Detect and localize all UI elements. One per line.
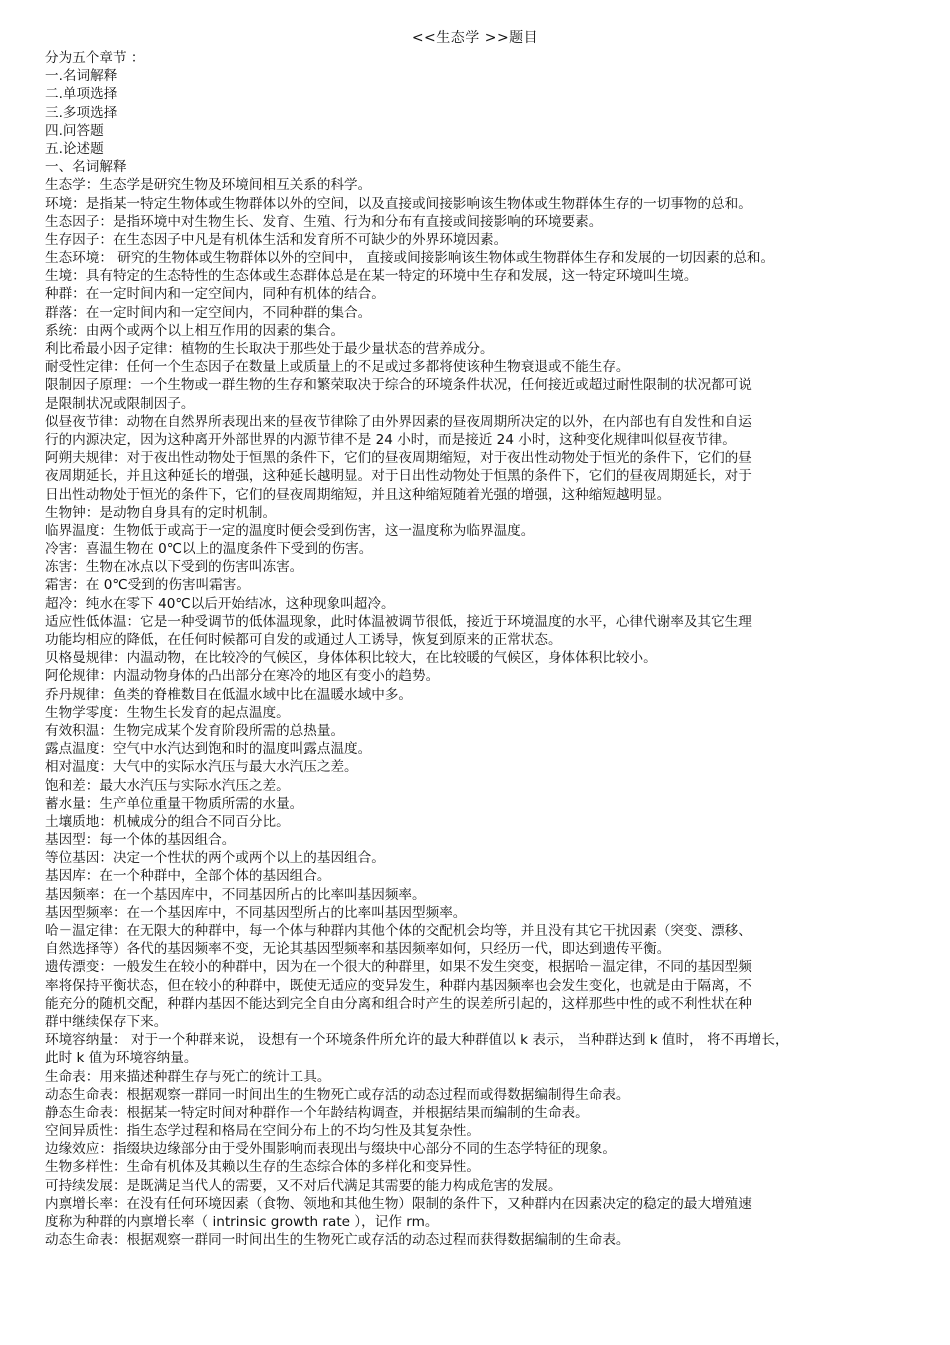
text-line: 夜周期延长，并且这种延长的增强，这种延长越明显。对于日出性动物处于恒黑的条件下，它们的昼夜周期延长，对于 bbox=[45, 468, 752, 485]
text-line: 度称为种群的内禀增长率（ intrinsic growth rate ），记作 rm。 bbox=[45, 1214, 439, 1230]
text-line: 静态生命表：根据某一特定时间对种群作一个年龄结构调查，并根据结果而编制的生命表。 bbox=[45, 1104, 589, 1121]
text-line: 内禀增长率：在没有任何环境因素（食物、领地和其他生物）限制的条件下，又种群内在因素决定的稳定的最大增殖速 bbox=[45, 1195, 752, 1212]
text-line: 基因库：在一个种群中，全部个体的基因组合。 bbox=[45, 868, 331, 885]
text-line: 生境：具有特定的生态特性的生态体或生态群体总是在某一特定的环境中生存和发展，这一特定环境叫生境。 bbox=[45, 268, 698, 285]
text-line: 霜害：在 0℃受到的伤害叫霜害。 bbox=[45, 577, 250, 594]
text-line: 阿伦规律：内温动物身体的凸出部分在寒冷的地区有变小的趋势。 bbox=[45, 668, 440, 685]
text-line: 生命表：用来描述种群生存与死亡的统计工具。 bbox=[45, 1068, 331, 1085]
text-line: 系统：由两个或两个以上相互作用的因素的集合。 bbox=[45, 322, 345, 339]
text-line: 日出性动物处于恒光的条件下，它们的昼夜周期缩短，并且这种缩短随着光强的增强，这种缩短越明显。 bbox=[45, 486, 671, 503]
text-line: 等位基因：决定一个性状的两个或两个以上的基因组合。 bbox=[45, 850, 385, 867]
text-line: 利比希最小因子定律：植物的生长取决于那些处于最少量状态的营养成分。 bbox=[45, 341, 494, 357]
text-line: 基因型：每一个体的基因组合。 bbox=[45, 832, 236, 849]
text-line: 五.论述题 bbox=[45, 140, 104, 157]
text-line: 生态环境： 研究的生物体或生物群体以外的空间中， 直接或间接影响该生物体或生物群体生存和发展的一切因素的总和。 bbox=[45, 250, 775, 267]
text-line: 贝格曼规律：内温动物，在比较冷的气候区，身体体积比较大，在比较暖的气候区，身体体积比较小。 bbox=[45, 650, 657, 667]
text-line: 种群：在一定时间内和一定空间内，同种有机体的结合。 bbox=[45, 286, 385, 303]
text-line: 二.单项选择 bbox=[45, 86, 118, 103]
text-line: 哈－温定律：在无限大的种群中，每一个体与种群内其他个体的交配机会均等，并且没有其它干扰因素（突变、漂移、 bbox=[45, 923, 752, 939]
text-line: 行的内源决定，因为这种离开外部世界的内源节律不是 24 小时，而是接近 24 小时，这种变化规律叫似昼夜节律。 bbox=[45, 431, 736, 448]
text-line: 可持续发展：是既满足当代人的需要，又不对后代满足其需要的能力构成危害的发展。 bbox=[45, 1177, 562, 1194]
text-line: 空间异质性：指生态学过程和格局在空间分布上的不均匀性及其复杂性。 bbox=[45, 1123, 480, 1140]
text-line: 基因频率：在一个基因库中，不同基因所占的比率叫基因频率。 bbox=[45, 886, 426, 903]
text-line: 限制因子原理：一个生物或一群生物的生存和繁荣取决于综合的环境条件状况，任何接近或超过耐性限制的状况都可说 bbox=[45, 377, 752, 394]
text-line: 四.问答题 bbox=[45, 122, 104, 139]
text-line: 环境容纳量： 对于一个种群来说， 设想有一个环境条件所允许的最大种群值以 k 表示， 当种群达到 k 值时， 将不再增长， bbox=[45, 1032, 789, 1049]
text-line: 土壤质地：机械成分的组合不同百分比。 bbox=[45, 813, 290, 830]
text-line: 率将保持平衡状态，但在较小的种群中，既使无适应的变异发生，种群内基因频率也会发生变化，也就是由于隔离，不 bbox=[45, 977, 752, 994]
text-line: 边缘效应：指缀块边缘部分由于受外围影响而表现出与缀块中心部分不同的生态学特征的现象。 bbox=[45, 1141, 616, 1158]
document-body bbox=[45, 49, 905, 1249]
text-line: 有效积温：生物完成某个发育阶段所需的总热量。 bbox=[45, 722, 345, 739]
text-line: 冷害：喜温生物在 0℃以上的温度条件下受到的伤害。 bbox=[45, 541, 373, 558]
text-line: 露点温度：空气中水汽达到饱和时的温度叫露点温度。 bbox=[45, 741, 372, 758]
text-line: 耐受性定律：任何一个生态因子在数量上或质量上的不足或过多都将使该种生物衰退或不能生存。 bbox=[45, 359, 630, 376]
text-line: 阿朔夫规律：对于夜出性动物处于恒黑的条件下，它们的昼夜周期缩短，对于夜出性动物处于恒光的条件下，它们的昼 bbox=[45, 450, 752, 467]
text-line: 能充分的随机交配，种群内基因不能达到完全自由分离和组合时产生的误差所引起的，这样那些中性的或不利性状在种 bbox=[45, 995, 752, 1012]
text-line: 生态因子：是指环境中对生物生长、发育、生殖、行为和分布有直接或间接影响的环境要素。 bbox=[45, 213, 603, 230]
text-line: 生存因子：在生态因子中凡是有机体生活和发育所不可缺少的外界环境因素。 bbox=[45, 231, 508, 248]
text-line: 遗传漂变：一般发生在较小的种群中，因为在一个很大的种群里，如果不发生突变，根据哈－温定律，不同的基因型频 bbox=[45, 959, 752, 976]
text-line: 环境：是指某一特定生物体或生物群体以外的空间，以及直接或间接影响该生物体或生物群体生存的一切事物的总和。 bbox=[45, 195, 752, 212]
text-line: 三.多项选择 bbox=[45, 104, 118, 121]
text-line: 相对温度：大气中的实际水汽压与最大水汽压之差。 bbox=[45, 759, 358, 776]
text-line: 是限制状况或限制因子。 bbox=[45, 395, 195, 412]
text-line: 似昼夜节律：动物在自然界所表现出来的昼夜节律除了由外界因素的昼夜周期所决定的以外，在内部也有自发性和自运 bbox=[45, 413, 752, 430]
text-line: 乔丹规律：鱼类的脊椎数目在低温水域中比在温暖水域中多。 bbox=[45, 686, 413, 703]
text-line: 超冷：纯水在零下 40℃以后开始结冰，这种现象叫超冷。 bbox=[45, 595, 395, 612]
text-line: 动态生命表：根据观察一群同一时间出生的生物死亡或存活的动态过程而获得数据编制的生命表。 bbox=[45, 1232, 630, 1249]
text-line: 一、名词解释 bbox=[45, 159, 127, 176]
text-line: 分为五个章节 ： bbox=[45, 50, 145, 66]
text-line: 饱和差：最大水汽压与实际水汽压之差。 bbox=[45, 777, 290, 794]
text-line: 临界温度：生物低于或高于一定的温度时便会受到伤害，这一温度称为临界温度。 bbox=[45, 522, 535, 539]
text-line: 此时 k 值为环境容纳量。 bbox=[45, 1050, 198, 1067]
document-title: <<生态学 >>题目 bbox=[411, 30, 539, 46]
text-line: 生物学零度：生物生长发育的起点温度。 bbox=[45, 704, 290, 721]
text-line: 自然选择等）各代的基因频率不变，无论其基因型频率和基因频率如何，只经历一代，即达到遗传平衡。 bbox=[45, 941, 671, 958]
text-line: 生态学：生态学是研究生物及环境间相互关系的科学。 bbox=[45, 177, 372, 194]
text-line: 一.名词解释 bbox=[45, 68, 118, 85]
text-line: 适应性低体温：它是一种受调节的低体温现象，此时体温被调节很低，接近于环境温度的水平，心律代谢率及其它生理 bbox=[45, 613, 752, 630]
text-line: 生物钟：是动物自身具有的定时机制。 bbox=[45, 504, 277, 521]
text-line: 冻害：生物在冰点以下受到的伤害叫冻害。 bbox=[45, 559, 304, 576]
text-line: 功能均相应的降低，在任何时候都可自发的或通过人工诱导，恢复到原来的正常状态。 bbox=[45, 632, 562, 648]
text-line: 动态生命表：根据观察一群同一时间出生的生物死亡或存活的动态过程而或得数据编制得生命表。 bbox=[45, 1086, 630, 1103]
text-line: 群中继续保存下来。 bbox=[45, 1013, 168, 1030]
text-line: 蓄水量：生产单位重量干物质所需的水量。 bbox=[45, 795, 304, 812]
text-line: 基因型频率：在一个基因库中，不同基因型所占的比率叫基因型频率。 bbox=[45, 904, 467, 921]
text-line: 生物多样性：生命有机体及其赖以生存的生态综合体的多样化和变异性。 bbox=[45, 1159, 480, 1176]
text-line: 群落：在一定时间内和一定空间内，不同种群的集合。 bbox=[45, 304, 372, 321]
